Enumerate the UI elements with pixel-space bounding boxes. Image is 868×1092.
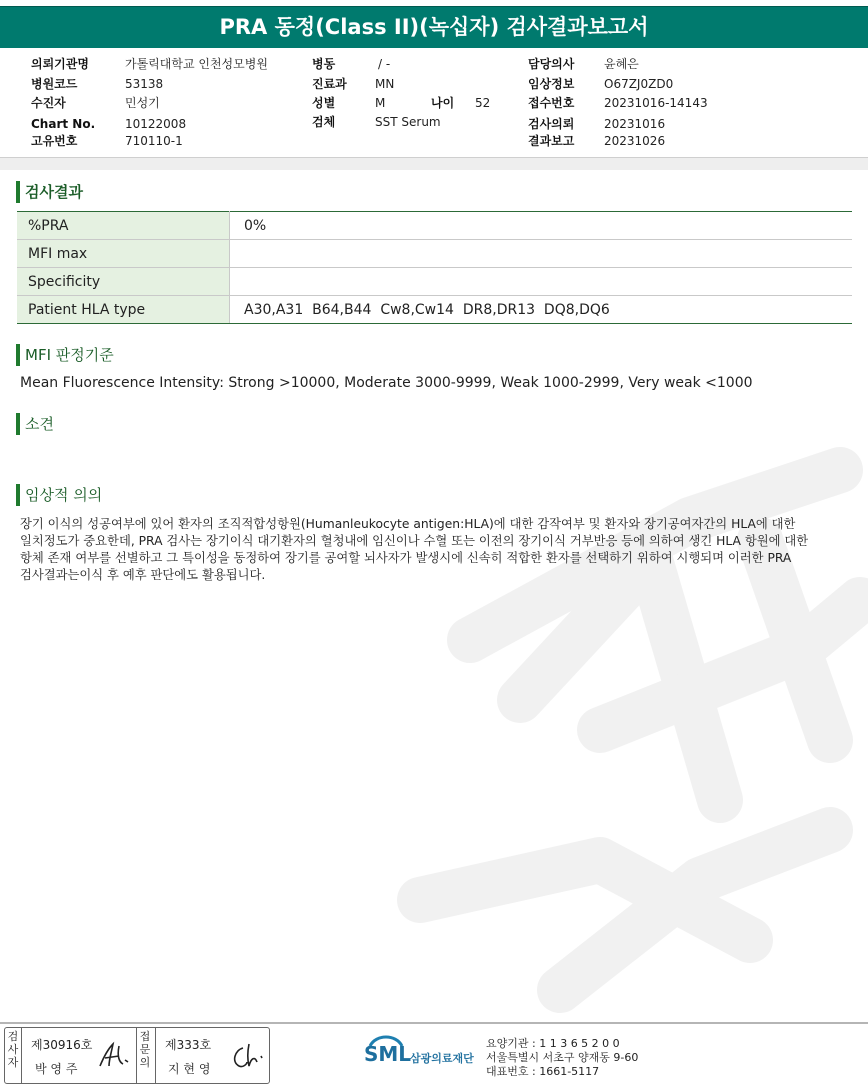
info-value: 민성기 <box>125 96 160 110</box>
info-value: M <box>375 96 386 110</box>
info-value: MN <box>375 77 395 91</box>
org-line: 요양기관 : 1 1 3 6 5 2 0 0 <box>486 1037 620 1050</box>
confirmer-label-text: 접 문 의 <box>139 1030 151 1069</box>
org-line: 서울특별시 서초구 양재동 9-60 <box>486 1051 639 1064</box>
confirmer-signature <box>229 1040 265 1072</box>
tester-name: 박 영 주 <box>35 1062 78 1076</box>
opinion-heading: 소견 <box>16 413 54 435</box>
info-label: 수진자 <box>31 96 66 110</box>
results-table <box>17 211 852 324</box>
info-value: SST Serum <box>375 115 441 129</box>
tester-label <box>5 1028 21 1083</box>
clinical-paragraph <box>20 516 850 584</box>
result-label: Specificity <box>17 268 230 296</box>
confirmer-label <box>137 1028 153 1083</box>
logo-text: SML <box>364 1042 412 1066</box>
info-label: 접수번호 <box>528 96 575 110</box>
info-value: / - <box>378 57 391 71</box>
mfi-heading: MFI 판정기준 <box>16 344 114 366</box>
result-label: Patient HLA type <box>17 296 230 324</box>
info-row <box>31 57 89 71</box>
info-label: 고유번호 <box>31 134 78 148</box>
result-value <box>230 240 853 268</box>
table-row <box>17 240 852 268</box>
info-label: 검사의뢰 <box>528 117 575 131</box>
paragraph-line: 항체 존재 여부를 선별하고 그 특이성을 동정하여 장기를 공여할 뇌사자가 발생시에 신속히 적합한 환자를 선택하기 위하여 시행되며 이러한 PRA <box>20 551 792 565</box>
sml-logo <box>364 1032 504 1078</box>
info-label: 나이 <box>431 96 455 110</box>
clinical-heading: 임상적 의의 <box>16 484 102 506</box>
org-line: 대표번호 : 1661-5117 <box>486 1065 600 1078</box>
info-value: 52 <box>475 96 491 110</box>
info-label: Chart No. <box>31 117 96 131</box>
info-label: 진료과 <box>312 77 347 91</box>
info-label: 의뢰기관명 <box>31 57 89 71</box>
info-label: 결과보고 <box>528 134 575 148</box>
results-heading: 검사결과 <box>16 181 83 203</box>
org-name: 삼광의료재단 <box>410 1052 474 1065</box>
signature-box <box>4 1027 270 1084</box>
result-value: A30,A31 B64,B44 Cw8,Cw14 DR8,DR13 DQ8,DQ6 <box>230 296 853 324</box>
confirmer-name: 지 현 영 <box>168 1062 211 1076</box>
report-title: PRA 동정(Class II)(녹십자) 검사결과보고서 <box>0 6 868 48</box>
info-label: 병동 <box>312 57 336 71</box>
info-value: 윤혜은 <box>604 57 639 71</box>
section-divider <box>0 157 868 170</box>
info-label: 임상정보 <box>528 77 575 91</box>
footer-divider <box>0 1022 868 1024</box>
result-label: MFI max <box>17 240 230 268</box>
tester-signature <box>97 1040 131 1072</box>
table-row <box>17 296 852 324</box>
info-value: 20231026 <box>604 134 666 148</box>
table-row <box>17 212 852 240</box>
info-value: 20231016-14143 <box>604 96 708 110</box>
result-label: %PRA <box>17 212 230 240</box>
info-value: 10122008 <box>125 117 187 131</box>
confirmer-license-no: 제333호 <box>165 1038 212 1052</box>
info-label: 병원코드 <box>31 77 78 91</box>
info-value: O67ZJ0ZD0 <box>604 77 674 91</box>
result-value <box>230 268 853 296</box>
info-label: 성별 <box>312 96 336 110</box>
info-value: 20231016 <box>604 117 666 131</box>
org-info <box>486 1037 638 1079</box>
paragraph-line: 일치정도가 중요한데, PRA 검사는 장기이식 대기환자의 혈청내에 임신이나 수혈 또는 이전의 장기이식 거부반응 등에 의하여 생긴 HLA 항원에 대한 <box>20 534 809 548</box>
info-label: 검체 <box>312 115 336 129</box>
paragraph-line: 장기 이식의 성공여부에 있어 환자의 조직적합성항원(Humanleukocyte antigen:HLA)에 대한 감작여부 및 환자와 장기공여자간의 HLA에 대한 <box>20 517 796 531</box>
info-value: 53138 <box>125 77 164 91</box>
tester-label-text: 검 사 자 <box>7 1030 19 1069</box>
result-value: 0% <box>230 212 853 240</box>
paragraph-line: 검사결과는이식 후 예후 판단에도 활용됩니다. <box>20 568 266 582</box>
info-value: 710110-1 <box>125 134 183 148</box>
mfi-criteria-text: Mean Fluorescence Intensity: Strong >10000, Moderate 3000-9999, Weak 1000-2999, Very weak <1000 <box>20 375 753 391</box>
info-label: 담당의사 <box>528 57 575 71</box>
tester-license-no: 제30916호 <box>31 1038 93 1052</box>
table-row <box>17 268 852 296</box>
info-value: 가톨릭대학교 인천성모병원 <box>125 57 268 71</box>
